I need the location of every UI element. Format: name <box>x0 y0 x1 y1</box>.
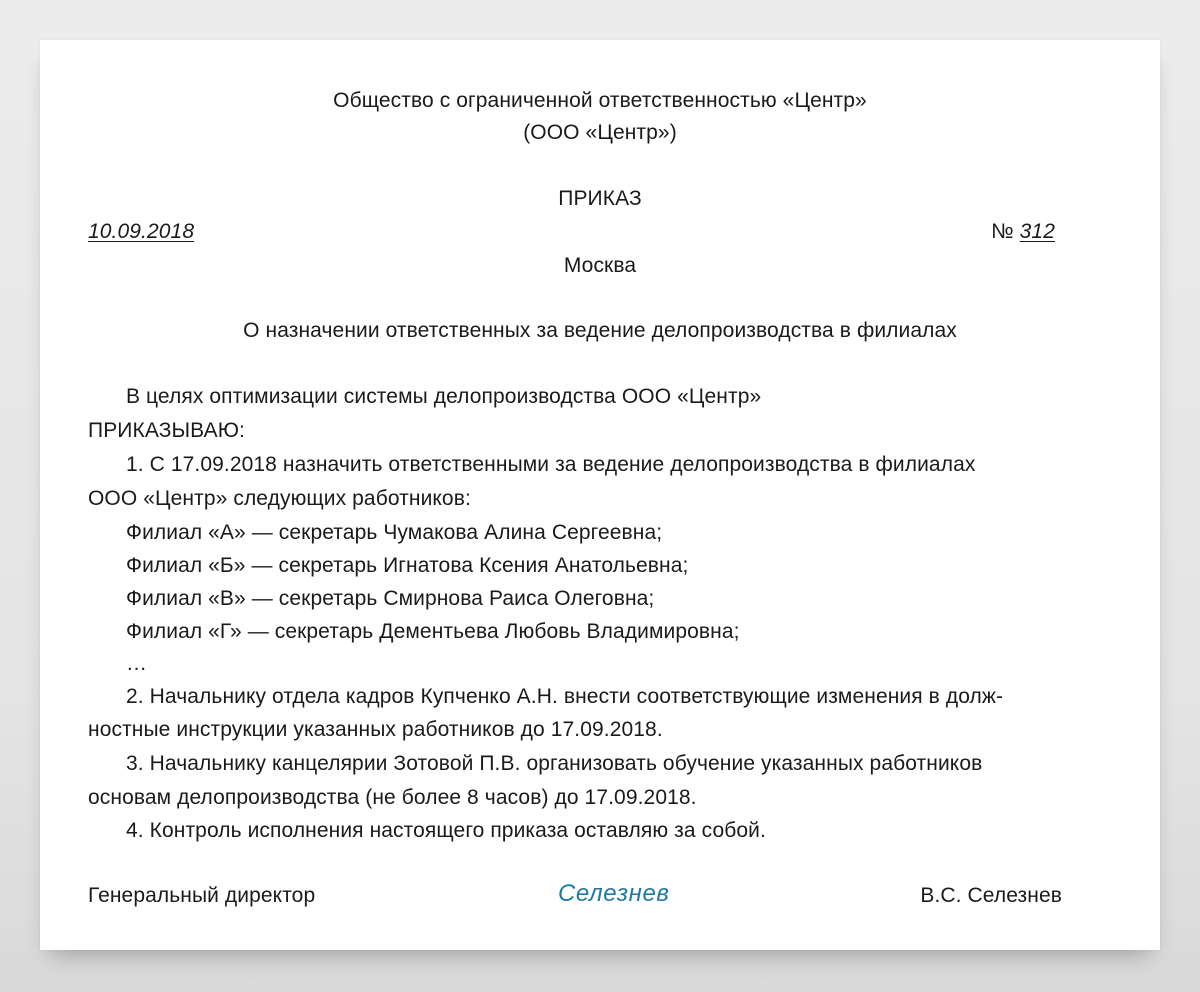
branch-a: Филиал «А» — секретарь Чумакова Алина Сергеевна; <box>126 521 663 544</box>
document-date <box>88 221 194 242</box>
item1-line1: 1. С 17.09.2018 назначить ответственными за ведение делопроизводства в филиалах <box>126 453 976 476</box>
document-sheet <box>40 40 1160 950</box>
org-full-name: Общество с ограниченной ответственностью «Центр» <box>333 89 867 112</box>
signatory-position: Генеральный директор <box>88 884 316 907</box>
branch-b: Филиал «Б» — секретарь Игнатова Ксения Анатольевна; <box>126 554 689 577</box>
date-value: 10.09.2018 <box>88 220 195 243</box>
item2-line2: ностные инструкции указанных работников до 17.09.2018. <box>88 718 663 741</box>
item3-line1: 3. Начальнику канцелярии Зотовой П.В. организовать обучение указанных работников <box>126 752 983 775</box>
branch-v: Филиал «В» — секретарь Смирнова Раиса Олеговна; <box>126 587 655 610</box>
signatory-name: В.С. Селезнев <box>920 884 1062 907</box>
document-city: Москва <box>563 254 637 277</box>
item1-line2: ООО «Центр» следующих работников: <box>88 487 471 510</box>
org-short-name: (ООО «Центр») <box>523 121 677 144</box>
handwritten-signature: Селезнев <box>558 880 670 907</box>
document-number <box>991 221 1055 242</box>
item4-line: 4. Контроль исполнения настоящего приказа оставляю за собой. <box>126 819 766 842</box>
order-word: ПРИКАЗЫВАЮ: <box>88 419 245 442</box>
branch-g: Филиал «Г» — секретарь Дементьева Любовь Владимировна; <box>126 620 740 643</box>
intro-line: В целях оптимизации системы делопроизводства ООО «Центр» <box>126 385 762 408</box>
number-sign: № <box>991 220 1014 243</box>
document-subject: О назначении ответственных за ведение делопроизводства в филиалах <box>243 319 957 342</box>
document-type: ПРИКАЗ <box>558 187 642 210</box>
item2-line1: 2. Начальнику отдела кадров Купченко А.Н. внести соответствующие изменения в долж- <box>126 685 1004 708</box>
ellipsis: … <box>126 652 148 675</box>
number-value: 312 <box>1019 220 1055 243</box>
item3-line2: основам делопроизводства (не более 8 часов) до 17.09.2018. <box>88 786 697 809</box>
